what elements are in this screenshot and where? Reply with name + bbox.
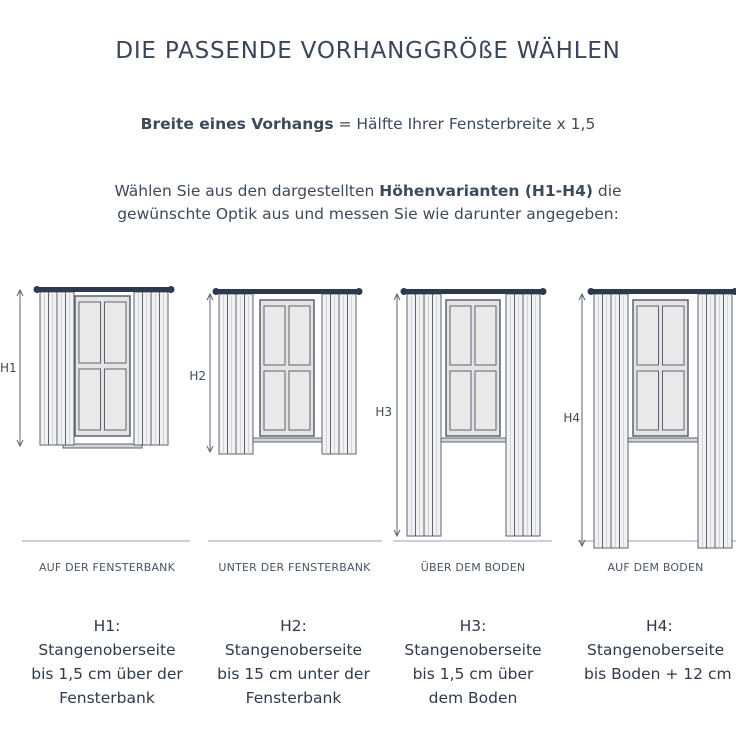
window-pane [79,369,101,430]
description-h4-line2: bis Boden + 12 cm [584,665,732,683]
curtain-panel-left [40,292,74,445]
description-h4 [580,614,736,686]
instruction-line2: gewünschte Optik aus und messen Sie wie darunter angegeben: [117,205,619,223]
description-h3-line1: Stangenoberseite [404,641,542,659]
instruction-text [0,180,736,226]
description-h2-line2: bis 15 cm unter der [217,665,370,683]
rod-finial [588,288,595,295]
window-pane [289,306,310,365]
rod-finial [356,288,363,295]
curtain-rod [215,289,360,294]
window-pane [475,306,496,365]
description-h1-heading: H1: [93,617,121,635]
window-pane [663,371,685,430]
description-h3-line2: bis 1,5 cm über [412,665,534,683]
width-formula [0,115,736,133]
window-pane [663,306,685,365]
description-h3-heading: H3: [459,617,487,635]
curtain-rod [36,287,172,292]
rod-finial [34,286,41,293]
height-label-h2: H2 [189,369,206,383]
window-sill [248,438,326,442]
page-title: DIE PASSENDE VORHANGGRÖßE WÄHLEN [115,38,621,64]
curtain-panel-left [407,294,441,536]
window-pane [105,302,127,363]
window-pane [289,371,310,430]
curtain-panel-left [594,294,628,548]
rod-finial [168,286,175,293]
caption-h2: UNTER DER FENSTERBANK [218,561,371,574]
caption-h4: AUF DEM BODEN [607,561,704,574]
curtain-panel-right [322,294,356,454]
window-pane [637,306,659,365]
curtain-rod [590,289,736,294]
instruction-line1-pre: Wählen Sie aus den dargestellten [114,182,380,200]
curtain-height-diagram [0,270,736,555]
description-h2 [201,614,386,710]
description-h1-line2: bis 1,5 cm über der [31,665,183,683]
window-sill [63,444,142,448]
caption-h3: ÜBER DEM BODEN [420,561,526,574]
rod-finial [213,288,220,295]
description-h2-line1: Stangenoberseite [224,641,363,659]
curtain-rod [403,289,544,294]
caption-h1: AUF DER FENSTERBANK [38,561,176,574]
height-label-h1: H1 [0,361,17,375]
window-pane [105,369,127,430]
description-h1 [17,614,197,710]
description-h1-line3: Fensterbank [59,689,155,707]
window-pane [264,371,285,430]
window-sill [434,438,512,442]
window-pane [637,371,659,430]
window-pane [79,302,101,363]
curtain-illustration-h3 [375,288,552,541]
curtain-panel-right [134,292,168,445]
formula-term: Breite eines Vorhangs [140,115,334,133]
formula-rest: = Hälfte Ihrer Fensterbreite x 1,5 [333,115,596,133]
rod-finial [401,288,408,295]
curtain-illustration-h2 [189,288,382,541]
window-pane [450,306,471,365]
rod-finial [540,288,547,295]
window-pane [450,371,471,430]
instruction-line1-bold: Höhenvarianten (H1-H4) [379,182,593,200]
curtain-panel-right [506,294,540,536]
description-h2-heading: H2: [280,617,307,635]
height-label-h4: H4 [563,411,580,425]
curtain-panel-left [219,294,253,454]
description-h3 [387,614,559,710]
description-h4-heading: H4: [646,617,673,635]
curtain-illustration-h4 [563,288,736,548]
window-pane [264,306,285,365]
instruction-line1-post: die [592,182,622,200]
window-pane [475,371,496,430]
curtain-panel-right [698,294,732,548]
description-h4-line1: Stangenoberseite [587,641,725,659]
description-h2-line3: Fensterbank [245,689,342,707]
description-h1-line1: Stangenoberseite [38,641,176,659]
description-h3-line3: dem Boden [428,689,518,707]
curtain-illustration-h1 [0,286,190,541]
window-sill [621,438,700,442]
height-label-h3: H3 [375,405,392,419]
